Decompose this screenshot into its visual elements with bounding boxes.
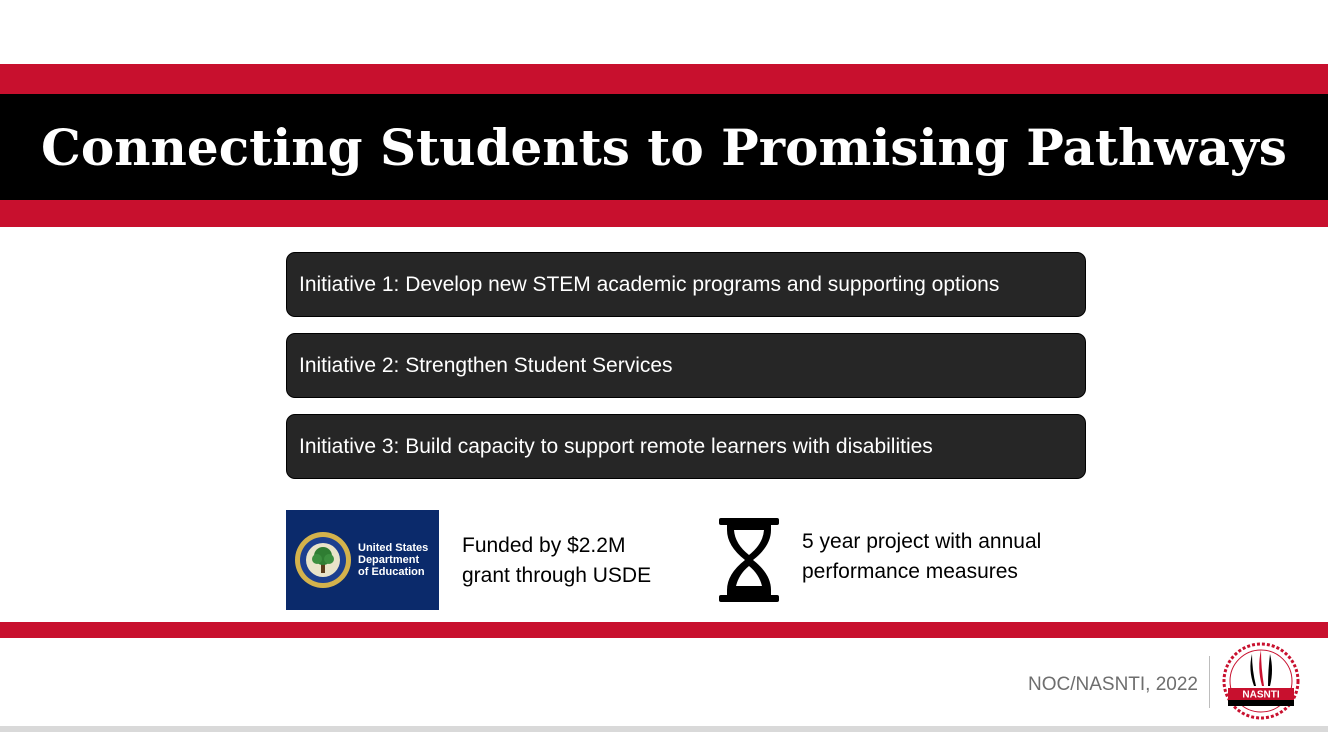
funding-text-line2: grant through USDE (462, 564, 652, 587)
initiative-3-box (286, 414, 1086, 479)
bottom-edge-line (0, 726, 1328, 732)
funding-text (462, 531, 692, 591)
usde-logo (286, 510, 439, 610)
project-text (802, 527, 1102, 587)
initiative-2-box (286, 333, 1086, 398)
footer-citation: NOC/NASNTI, 2022 (1028, 674, 1198, 695)
slide-title: Connecting Students to Promising Pathways (41, 117, 1287, 177)
hourglass-icon (717, 516, 781, 604)
usde-logo-line3: of Education (358, 566, 425, 578)
initiative-1-label: Initiative 1: Develop new STEM academic programs and supporting options (299, 272, 1000, 296)
project-text-line1: 5 year project with annual (802, 530, 1042, 553)
project-text-line2: performance measures (802, 560, 1018, 583)
initiative-3-label: Initiative 3: Build capacity to support remote learners with disabilities (299, 434, 933, 458)
title-bar (0, 94, 1328, 200)
usde-logo-line2: Department (358, 554, 420, 566)
initiative-1-box (286, 252, 1086, 317)
usde-logo-line1: United States (358, 542, 429, 554)
usde-seal-icon (294, 531, 352, 589)
initiative-2-label: Initiative 2: Strengthen Student Services (299, 353, 673, 377)
funding-text-line1: Funded by $2.2M (462, 534, 626, 557)
bottom-red-band (0, 622, 1328, 638)
usde-logo-text (358, 542, 428, 578)
footer-divider (1209, 656, 1210, 708)
svg-text:NASNTI: NASNTI (1242, 689, 1280, 701)
nasnti-logo (1222, 642, 1300, 720)
